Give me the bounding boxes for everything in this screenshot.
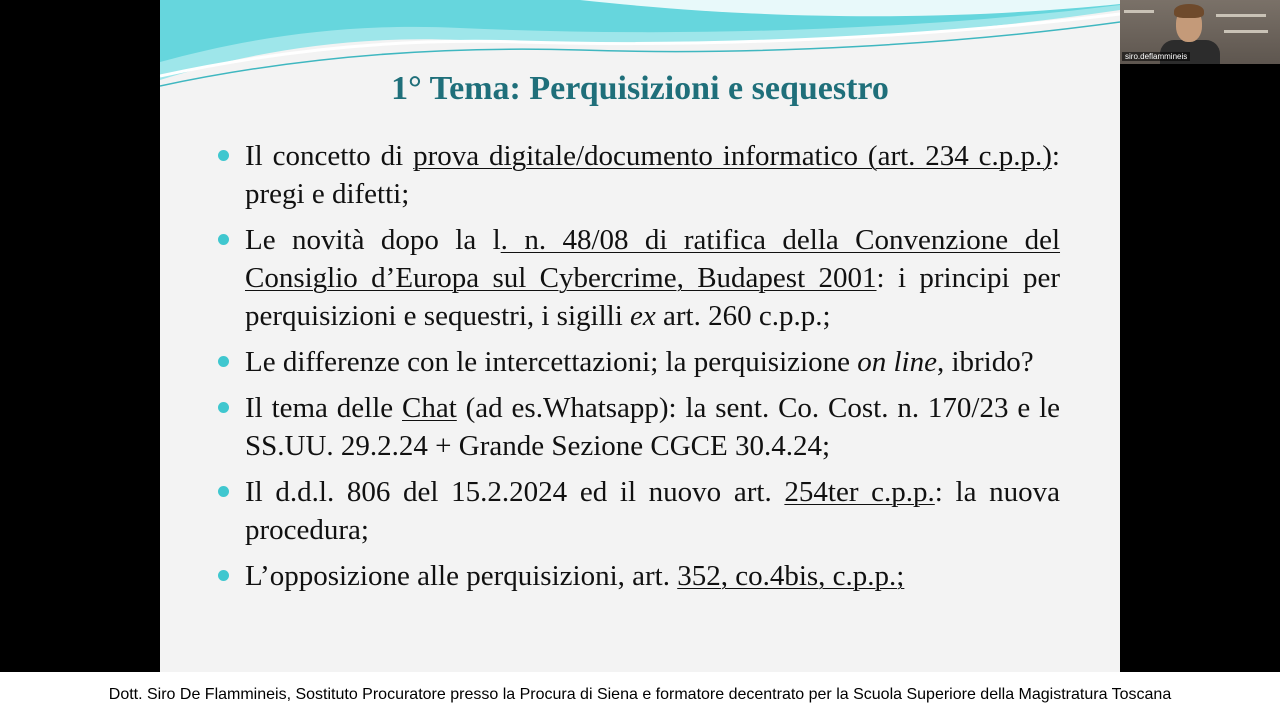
bullet-text-segment: Il concetto di: [245, 140, 414, 172]
bullet-text-segment: , ibrido?: [936, 346, 1034, 378]
participant-name-label: siro.deflammineis: [1122, 52, 1190, 61]
bullet-text-segment: prova digitale/documento informatico (art. 234 c.p.p.): [413, 140, 1052, 172]
bullet-text-segment: Il tema delle: [245, 392, 403, 424]
bullet-text: [245, 221, 1060, 335]
caption-bar: [0, 672, 1280, 720]
bullet-item: [215, 557, 1060, 595]
bullet-text: [245, 343, 1060, 381]
bullet-text-segment: on line: [857, 346, 937, 378]
bullet-dot-icon: [218, 402, 229, 413]
bullet-text-segment: : i principi per perquisizioni e sequestri, i sigilli: [245, 262, 1061, 332]
bullet-list: [215, 137, 1060, 603]
bullet-dot-icon: [218, 570, 229, 581]
bullet-dot-icon: [218, 150, 229, 161]
bullet-text-segment: (ad es.Whatsapp): la sent. Co. Cost. n. 170/23 e le SS.UU. 29.2.24 + Grande Sezione CGCE 30.4.24;: [245, 392, 1061, 462]
bullet-text: [245, 137, 1060, 213]
bullet-text-segment: Le differenze con le intercettazioni; la perquisizione: [245, 346, 858, 378]
slide-title: 1° Tema: Perquisizioni e sequestro: [391, 70, 889, 107]
bullet-text-segment: L’opposizione alle perquisizioni, art.: [245, 560, 678, 592]
bullet-text-segment: ex: [630, 300, 656, 332]
video-shelf: [1124, 10, 1154, 13]
bullet-text: [245, 473, 1060, 549]
bullet-text-segment: : la nuova procedura;: [245, 476, 1060, 546]
bullet-item: [215, 473, 1060, 549]
bullet-text-segment: 254ter c.p.p.: [784, 476, 935, 508]
bullet-text-segment: 352, co.4bis, c.p.p.;: [677, 560, 905, 592]
bullet-item: [215, 343, 1060, 381]
bullet-dot-icon: [218, 356, 229, 367]
bullet-item: [215, 137, 1060, 213]
bullet-item: [215, 389, 1060, 465]
bullet-text-segment: Il d.d.l. 806 del 15.2.2024 ed il nuovo art.: [245, 476, 785, 508]
bullet-text-segment: . n. 48/08 di ratifica della Convenzione del Consiglio d’Europa sul Cybercrime, Budapest 2001: [245, 224, 1061, 294]
bullet-text-segment: Chat: [402, 392, 457, 424]
speaker-caption: Dott. Siro De Flammineis, Sostituto Procuratore presso la Procura di Siena e formatore decentrato per la Scuola Superiore della Magistratura Toscana: [108, 686, 1172, 703]
video-shelf: [1224, 30, 1268, 33]
participant-hair: [1174, 4, 1204, 18]
presentation-slide: [160, 0, 1120, 672]
video-shelf: [1216, 14, 1266, 17]
bullet-text-segment: : pregi e difetti;: [245, 140, 1060, 210]
bullet-text: [245, 557, 1060, 595]
bullet-text-segment: art. 260 c.p.p.;: [655, 300, 831, 332]
bullet-text-segment: Le novità dopo la l: [245, 224, 501, 256]
bullet-dot-icon: [218, 486, 229, 497]
bullet-item: [215, 221, 1060, 335]
bullet-dot-icon: [218, 234, 229, 245]
bullet-text: [245, 389, 1060, 465]
participant-video-tile[interactable]: [1120, 0, 1280, 64]
